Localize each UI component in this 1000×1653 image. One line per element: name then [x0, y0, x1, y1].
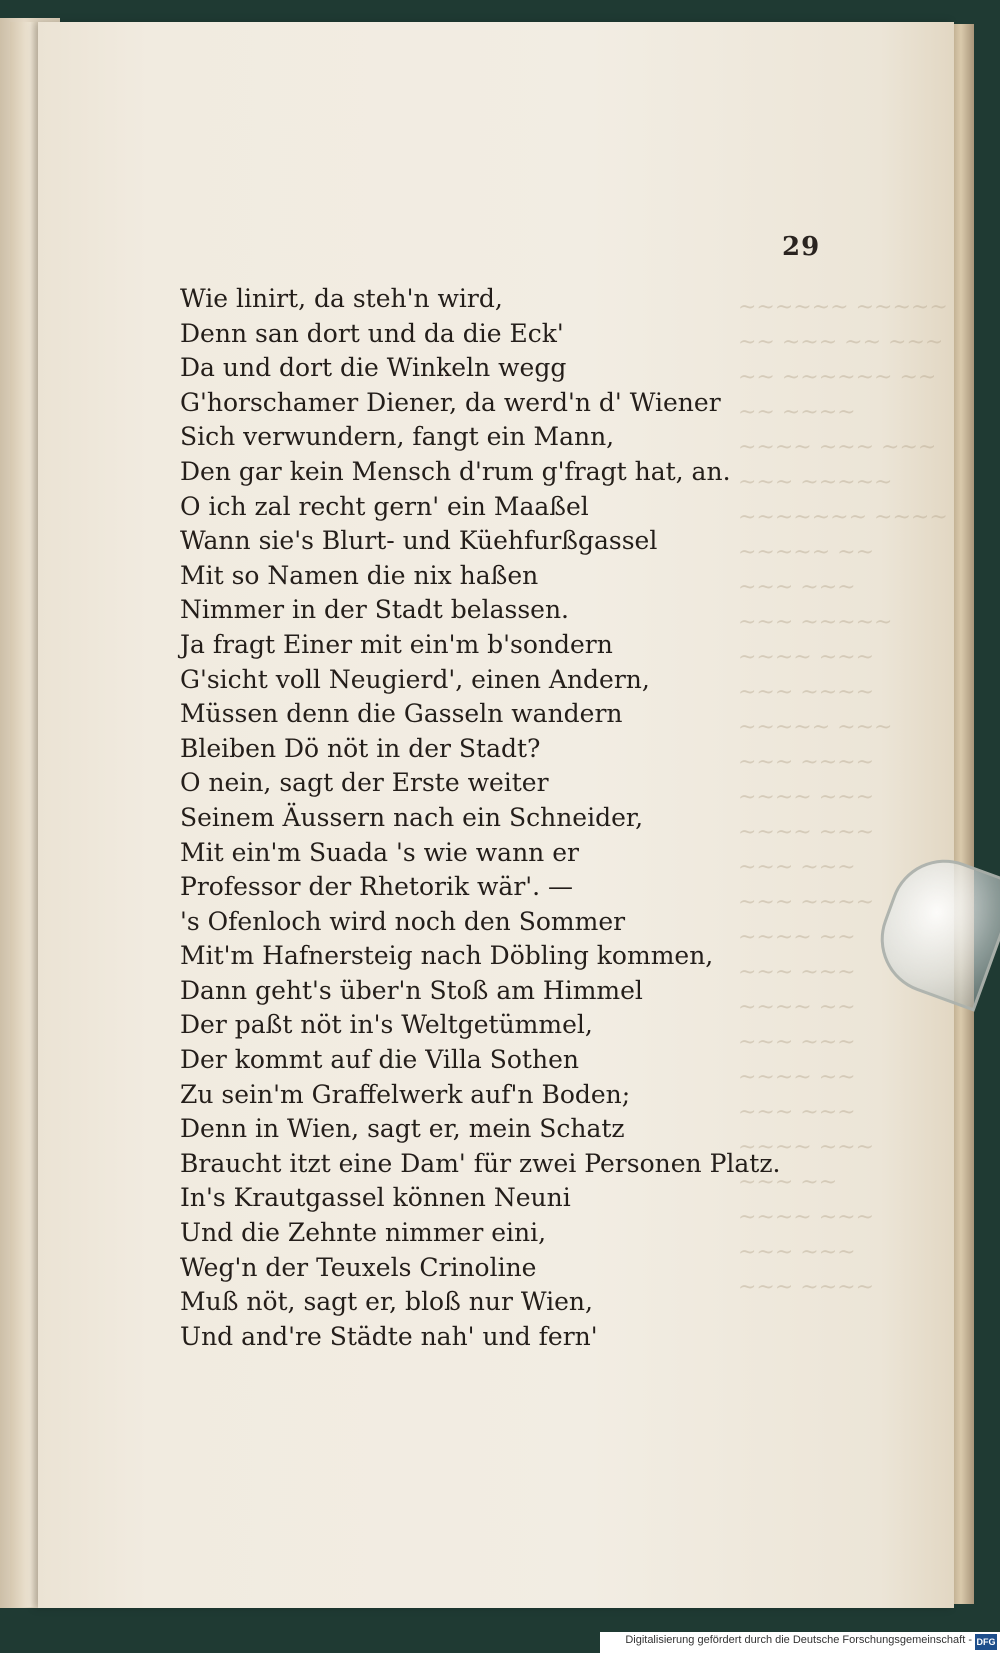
poem-line: Muß nöt, sagt er, bloß nur Wien,: [180, 1287, 593, 1317]
bleed-through-text: ~~~~~~ ~~~~~ ~~ ~~~ ~~ ~~~ ~~ ~~~~~~ ~~ ~~ ~~~~ ~~~~ ~~~ ~~~ ~~~ ~~~~~ ~~~~~~~ ~~~~ ~~~~~ ~~ ~~~ ~~~ ~~~ ~~~~~ ~~~~ ~~~ ~~~ ~~~~ ~~~~~ ~~~ ~~~ ~~~~ ~~~~ ~~~ ~~~~ ~~~ ~~~ ~~~ ~~~ ~~~~ ~~~~ ~~ ~~~ ~~~ ~~~~ ~~ ~~~ ~~~ ~~~~ ~~ ~~~ ~~~ ~~~~ ~~~ ~~~ ~~ ~~~~ ~~~ ~~~ ~~~ ~~~ ~~~~: [738, 295, 948, 1300]
poem-line: Der kommt auf die Villa Sothen: [180, 1045, 579, 1075]
poem-line: Wie linirt, da steh'n wird,: [180, 284, 503, 313]
page-number: 29: [782, 232, 821, 262]
dfg-logo: DFG: [975, 1634, 997, 1650]
footer-credit: Digitalisierung gefördert durch die Deutsche Forschungsgemeinschaft -: [625, 1634, 972, 1646]
poem-line: Weg'n der Teuxels Crinoline: [180, 1252, 537, 1282]
poem-line: Zu sein'm Graffelwerk auf'n Boden;: [180, 1079, 631, 1109]
poem-line: Sich verwundern, fangt ein Mann,: [180, 422, 615, 452]
poem-line: Nimmer in der Stadt belassen.: [180, 595, 569, 625]
poem-line: Denn in Wien, sagt er, mein Schatz: [180, 1114, 625, 1144]
poem-line: O nein, sagt der Erste weiter: [180, 768, 549, 798]
poem-line: Mit ein'm Suada 's wie wann er: [180, 837, 579, 867]
poem-line: G'horschamer Diener, da werd'n d' Wiener: [180, 387, 721, 417]
poem-line: O ich zal recht gern' ein Maaßel: [180, 491, 589, 521]
poem-line: Mit so Namen die nix haßen: [180, 560, 539, 590]
poem-line: Der paßt nöt in's Weltgetümmel,: [180, 1010, 593, 1040]
poem-line: Bleiben Dö nöt in der Stadt?: [180, 733, 541, 763]
poem-line: Ja fragt Einer mit ein'm b'sondern: [180, 629, 613, 659]
poem-text: [180, 282, 820, 1354]
poem-line: Und die Zehnte nimmer eini,: [180, 1218, 547, 1248]
poem-line: G'sicht voll Neugierd', einen Andern,: [180, 664, 650, 694]
poem-line: Seinem Äussern nach ein Schneider,: [180, 802, 644, 832]
poem-line: Wann sie's Blurt- und Küehfurßgassel: [180, 526, 658, 556]
poem-line: Denn san dort und da die Eck': [180, 318, 564, 348]
poem-line: Dann geht's über'n Stoß am Himmel: [180, 975, 643, 1005]
poem-line: Mit'm Hafnersteig nach Döbling kommen,: [180, 941, 714, 971]
poem-line: Braucht itzt eine Dam' für zwei Personen Platz.: [180, 1148, 781, 1178]
poem-line: Da und dort die Winkeln wegg: [180, 353, 567, 383]
poem-line: Den gar kein Mensch d'rum g'fragt hat, an.: [180, 456, 731, 486]
poem-line: 's Ofenloch wird noch den Sommer: [180, 906, 626, 936]
poem-line: Und and're Städte nah' und fern': [180, 1321, 598, 1351]
poem-line: Müssen denn die Gasseln wandern: [180, 699, 623, 729]
poem-line: Professor der Rhetorik wär'. —: [180, 872, 574, 902]
poem-line: In's Krautgassel können Neuni: [180, 1183, 571, 1213]
